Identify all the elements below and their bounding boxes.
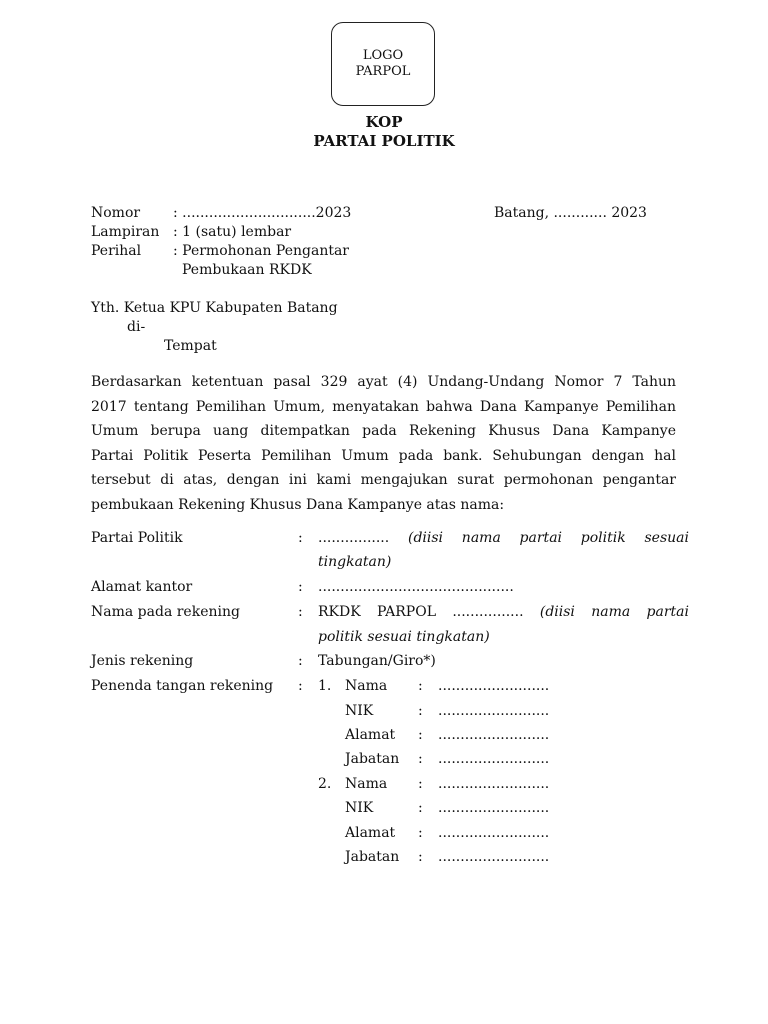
signer-row-value: .........................	[438, 776, 550, 792]
signer-row-colon: :	[418, 751, 423, 767]
signer-row-label: NIK	[345, 703, 374, 719]
nama-rekening-label: Nama pada rekening	[91, 604, 240, 620]
signer-row-colon: :	[418, 776, 423, 792]
signer-row-value: .........................	[438, 727, 550, 743]
paragraph-line: tersebut di atas, dengan ini kami mengajukan surat permohonan pengantar	[91, 472, 676, 489]
signer-row-value: .........................	[438, 849, 550, 865]
perihal-value-2: Pembukaan RKDK	[182, 262, 312, 278]
nama-rekening-value-line	[318, 603, 689, 621]
recipient-line-1: Yth. Ketua KPU Kabupaten Batang	[91, 300, 338, 316]
nama-rekening-value: RKDK PARPOL ................	[318, 604, 524, 620]
partai-note-2: tingkatan)	[318, 554, 392, 570]
partai-value-line	[318, 529, 689, 547]
field-colon: :	[298, 653, 303, 669]
signer-row-value: .........................	[438, 703, 550, 719]
signer-row-label: NIK	[345, 800, 374, 816]
kop-title: KOP	[365, 113, 403, 131]
lampiran-value: : 1 (satu) lembar	[173, 224, 292, 240]
signer-row-colon: :	[418, 849, 423, 865]
jenis-rekening-label: Jenis rekening	[91, 653, 194, 669]
signer-number: 1.	[318, 678, 332, 694]
field-colon: :	[298, 530, 303, 546]
signer-row-label: Jabatan	[345, 849, 400, 865]
paragraph-line: Umum berupa uang ditempatkan pada Rekening Khusus Dana Kampanye	[91, 423, 676, 440]
signer-row-value: .........................	[438, 800, 550, 816]
alamat-label: Alamat kantor	[91, 579, 193, 595]
logo-placeholder	[331, 22, 435, 106]
recipient-line-3: Tempat	[164, 338, 217, 354]
partai-label: Partai Politik	[91, 530, 183, 546]
kop-subtitle: PARTAI POLITIK	[313, 132, 455, 150]
recipient-line-2: di-	[127, 319, 146, 335]
place-date: Batang, ............ 2023	[494, 205, 647, 221]
signer-row-colon: :	[418, 703, 423, 719]
paragraph-line: 2017 tentang Pemilihan Umum, menyatakan bahwa Dana Kampanye Pemilihan	[91, 398, 676, 415]
signer-row-value: .........................	[438, 825, 550, 841]
partai-note-1: (diisi nama partai politik sesuai	[407, 530, 689, 546]
signer-row-colon: :	[418, 727, 423, 743]
signer-row-value: .........................	[438, 751, 550, 767]
nomor-value: : ..............................2023	[173, 205, 352, 221]
signer-number: 2.	[318, 776, 332, 792]
paragraph-line: pembukaan Rekening Khusus Dana Kampanye atas nama:	[91, 496, 505, 513]
signer-row-value: .........................	[438, 678, 550, 694]
paragraph-line: Berdasarkan ketentuan pasal 329 ayat (4) Undang-Undang Nomor 7 Tahun	[91, 374, 676, 390]
signer-row-label: Alamat	[345, 825, 396, 841]
alamat-value: ............................................	[318, 579, 514, 595]
field-colon: :	[298, 678, 303, 694]
signer-row-label: Jabatan	[345, 751, 400, 767]
nama-rekening-note-1: (diisi nama partai	[539, 604, 689, 620]
nama-rekening-note-2: politik sesuai tingkatan)	[318, 629, 490, 645]
signer-row-label: Nama	[345, 776, 388, 792]
signer-row-label: Nama	[345, 678, 388, 694]
perihal-value-1: : Permohonan Pengantar	[173, 243, 349, 259]
paragraph-line: Partai Politik Peserta Pemilihan Umum pada bank. Sehubungan dengan hal	[91, 447, 676, 464]
signer-row-colon: :	[418, 678, 423, 694]
field-colon: :	[298, 579, 303, 595]
logo-line-2: PARPOL	[355, 64, 411, 79]
perihal-label: Perihal	[91, 243, 142, 259]
nomor-label: Nomor	[91, 205, 141, 221]
lampiran-label: Lampiran	[91, 224, 160, 240]
penanda-tangan-label: Penenda tangan rekening	[91, 678, 274, 694]
signer-row-colon: :	[418, 800, 423, 816]
logo-line-1: LOGO	[362, 48, 404, 63]
partai-dots: ................	[318, 530, 390, 546]
body-paragraph	[91, 370, 676, 518]
jenis-rekening-value: Tabungan/Giro*)	[318, 653, 436, 669]
signer-row-colon: :	[418, 825, 423, 841]
signer-row-label: Alamat	[345, 727, 396, 743]
field-colon: :	[298, 604, 303, 620]
